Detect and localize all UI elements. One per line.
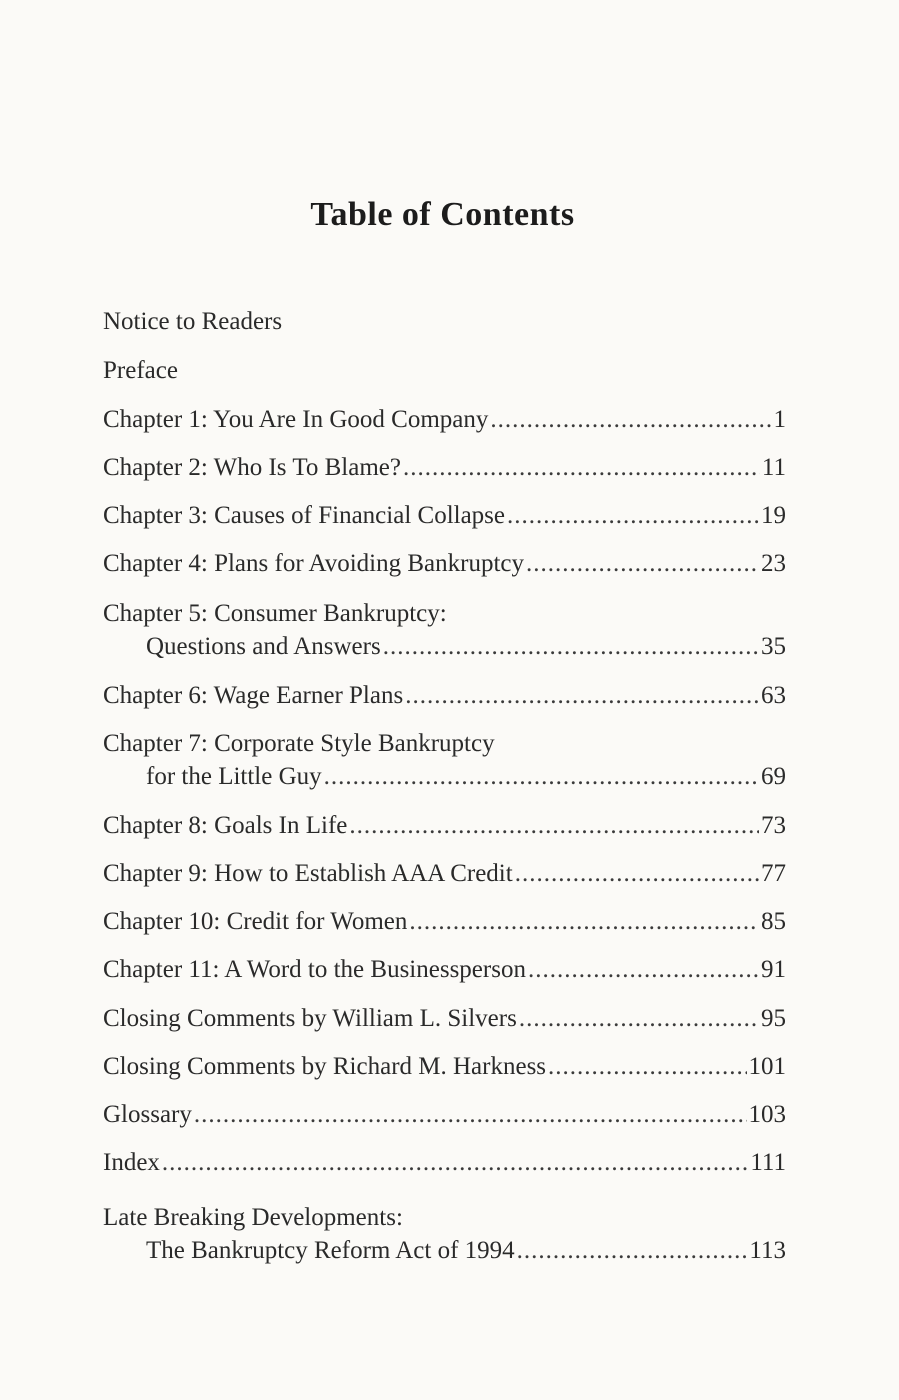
toc-page-number: 73 (761, 812, 786, 839)
toc-entry-title: Chapter 11: A Word to the Businessperson (103, 956, 526, 983)
toc-entry (103, 810, 786, 842)
dot-leader (405, 680, 759, 712)
toc-entry-title: Chapter 7: Corporate Style Bankruptcy (103, 730, 495, 757)
toc-page-number: 77 (761, 860, 786, 887)
toc-entry (103, 680, 786, 712)
toc-entry (103, 906, 786, 938)
toc-entry-title: Index (103, 1149, 160, 1176)
toc-entry-title: The Bankruptcy Reform Act of 1994 (146, 1237, 515, 1264)
toc-page-number: 35 (761, 633, 786, 660)
toc-entry (103, 954, 786, 986)
toc-entry-title: Preface (103, 357, 178, 384)
toc-entry-title: Questions and Answers (146, 633, 381, 660)
toc-entry (103, 548, 786, 580)
toc-page-number: 1 (773, 406, 786, 433)
dot-leader (349, 810, 759, 842)
toc-entry (103, 1202, 786, 1267)
toc-entry (103, 355, 786, 387)
toc-page-number: 103 (748, 1101, 786, 1128)
toc-entry-title: Chapter 2: Who Is To Blame? (103, 454, 401, 481)
toc-entry (103, 1147, 786, 1179)
toc-entry-title: Chapter 9: How to Establish AAA Credit (103, 860, 513, 887)
dot-leader (507, 500, 759, 532)
toc-entry-title: Chapter 5: Consumer Bankruptcy: (103, 600, 447, 627)
toc-entry (103, 1099, 786, 1131)
dot-leader (519, 1003, 759, 1035)
toc-entry-title: Glossary (103, 1101, 192, 1128)
toc-entry-title: Closing Comments by William L. Silvers (103, 1005, 517, 1032)
dot-leader (324, 761, 759, 793)
toc-entry (103, 1051, 786, 1083)
dot-leader (528, 954, 759, 986)
toc-entry (103, 598, 786, 663)
toc-entry-title: Chapter 3: Causes of Financial Collapse (103, 502, 506, 529)
dot-leader (194, 1099, 747, 1131)
dot-leader (383, 631, 759, 663)
toc-entry (103, 500, 786, 532)
toc-page-number: 19 (761, 502, 786, 529)
dot-leader (409, 906, 759, 938)
toc-entry-title: Chapter 6: Wage Earner Plans (103, 682, 404, 709)
toc-entry-title: for the Little Guy (146, 763, 322, 790)
dot-leader (526, 548, 759, 580)
toc-entry (103, 858, 786, 890)
dot-leader (490, 404, 771, 436)
toc-page-number: 69 (761, 763, 786, 790)
toc-page-number: 91 (761, 956, 786, 983)
toc-page-number: 11 (761, 454, 786, 481)
dot-leader (548, 1051, 746, 1083)
toc-entry-title: Chapter 4: Plans for Avoiding Bankruptcy (103, 550, 525, 577)
toc-entry-title: Closing Comments by Richard M. Harkness (103, 1053, 547, 1080)
toc-entry (103, 1003, 786, 1035)
dot-leader (517, 1235, 748, 1267)
toc-page-number: 85 (761, 908, 786, 935)
toc-page-number: 113 (749, 1237, 786, 1264)
toc-entry-title: Notice to Readers (103, 308, 283, 335)
toc-page-number: 111 (750, 1149, 786, 1176)
toc-page-number: 23 (761, 550, 786, 577)
toc-page-number: 63 (761, 682, 786, 709)
toc-entry-title: Chapter 1: You Are In Good Company (103, 406, 489, 433)
toc-page-number: 95 (761, 1005, 786, 1032)
toc-entry (103, 306, 786, 338)
toc-entry-title: Late Breaking Developments: (103, 1204, 403, 1231)
dot-leader (515, 858, 759, 890)
toc-entry (103, 404, 786, 436)
toc-page-number: 101 (748, 1053, 786, 1080)
toc-entry-title: Chapter 10: Credit for Women (103, 908, 408, 935)
dot-leader (403, 452, 760, 484)
toc-entry (103, 728, 786, 793)
dot-leader (162, 1147, 748, 1179)
toc-entry-title: Chapter 8: Goals In Life (103, 812, 348, 839)
page-title: Table of Contents (310, 196, 575, 233)
toc-entry (103, 452, 786, 484)
